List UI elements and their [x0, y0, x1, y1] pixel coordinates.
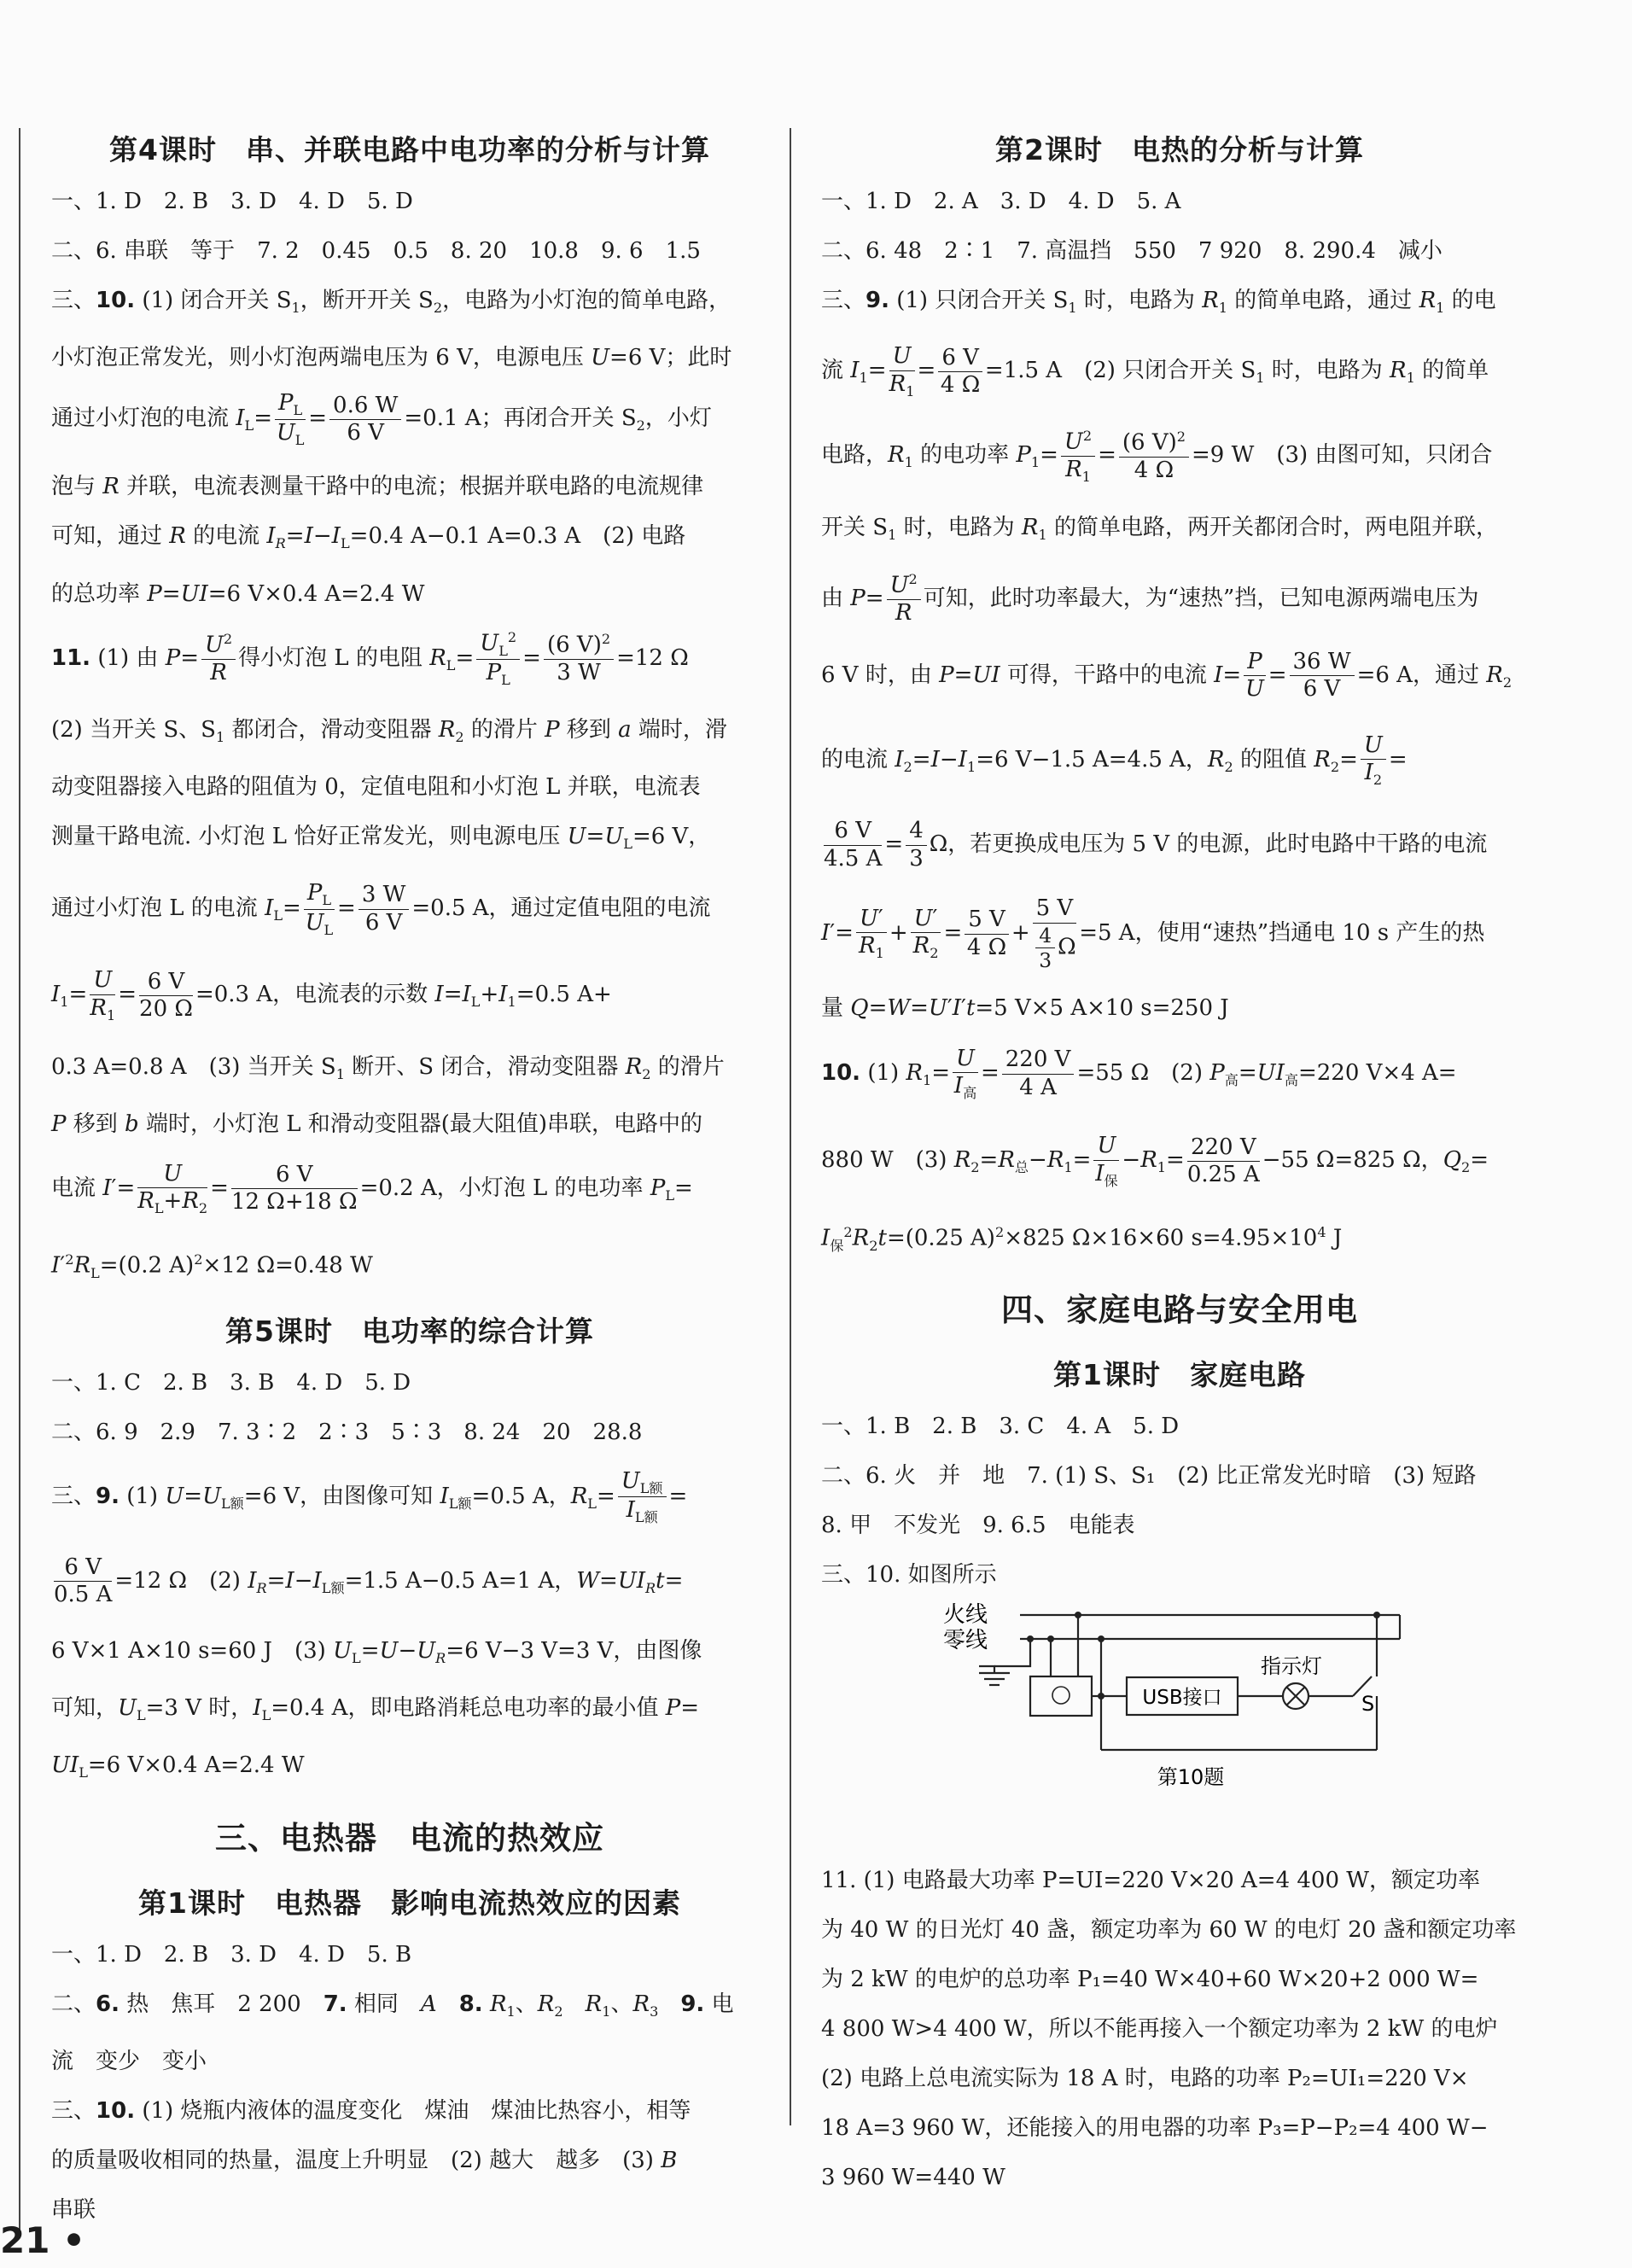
- section-3-lesson-1-answers: [51, 1930, 768, 2235]
- answers-choice: 一、1. B 2. B 3. C 4. A 5. D: [821, 1414, 1180, 1440]
- column-divider: [790, 128, 791, 2125]
- answer-11-line: 11. (1) 电路最大功率 P=UI=220 V×20 A=4 400 W，额定功率: [821, 1868, 1481, 1894]
- answer-9: 流 $I_1=$ $\frac{U}{R_1}$ = $\frac{6 V}{4 \Omega}$ =1.5 A (2) 只闭合开关 $S_1$ 时，电路为 $R_1$ 的简单: [821, 343, 1489, 399]
- answers-choice: 一、1. C 2. B 3. B 4. D 5. D: [51, 1369, 411, 1396]
- answers-fill: 流 变少 变小: [51, 2048, 207, 2074]
- answer-11: 11. (1) 由 P= $\frac{U^2}{R}$ 得小灯泡 L 的电阻 $R_L=$ $\frac{U_L^2}{P_L}$ = $\frac{(6 V)^2}{3 W}$ =12 Ω: [51, 628, 689, 689]
- answers-fill: 二、6. 48 2∶1 7. 高温挡 550 7 920 8. 290.4 减小: [821, 238, 1443, 264]
- answer-9: 6 V 时，由 P=UI 可得，干路中的电流 I= $\frac{P}{U}$ = $\frac{36 W}{6 V}$ =6 A，通过 $R_2$: [821, 649, 1513, 703]
- answer-9: 开关 $S_1$ 时，电路为 $R_1$ 的简单电路，两开关都闭合时，两电阻并联，: [821, 514, 1498, 543]
- answers-fill: 二、6. 9 2.9 7. 3∶2 2∶3 5∶3 8. 24 20 28.8: [51, 1419, 643, 1445]
- answer-9: $\frac{6 V}{4.5 A}$ = $\frac{4}{3}$ Ω，若更换成电压为 5 V 的电源，此时电路中干路的电流: [824, 818, 1488, 872]
- answer-11: 电流 I′= $\frac{U}{R_L+R_2}$ = $\frac{6 V}{12 \Omega+18 \Omega}$ =0.2 A，小灯泡 L 的电功率 $P_L=$: [51, 1160, 693, 1217]
- lesson-5-answers: [51, 1358, 768, 1799]
- answer-9: $\frac{6 V}{0.5 A}$ =12 Ω (2) $I_R=I-I_{L额}=1.5$ A−0.5 A=1 A，$W=UI_Rt=$: [54, 1554, 684, 1608]
- answer-10: 泡与 R 并联，电流表测量干路中的电流；根据并联电路的电流规律: [51, 474, 704, 500]
- answer-11: $I'^2R_L=(0.2$ A)$^2$×12 Ω=0.48 W: [51, 1251, 373, 1281]
- figure-caption: 第10题: [1157, 1765, 1225, 1789]
- answers-fill: 二、6. 热 焦耳 2 200 7. 相同 A 8. $R_1$、$R_2$ $R_1$、$R_3$ 9. 电: [51, 1991, 734, 2020]
- answer-11: [821, 1856, 1538, 2202]
- lesson-5-title: 第5课时 电功率的综合计算: [225, 1314, 594, 1348]
- left-column: [51, 120, 768, 2235]
- answer-11: P 移到 b 端时，小灯泡 L 和滑动变阻器(最大阻值)串联，电路中的: [51, 1111, 703, 1137]
- lamp-label: 指示灯: [1261, 1654, 1322, 1678]
- ground-lead: [979, 1666, 994, 1673]
- answer-9: 电路，$R_1$ 的电功率 $P_1=$ $\frac{U^2}{R_1}$ = $\frac{(6 V)^2}{4 \Omega}$ =9 W (3) 由图可知，只闭合: [821, 427, 1493, 485]
- section-3-lesson-1-title: 第1课时 电热器 影响电流热效应的因素: [138, 1886, 681, 1920]
- answer-11-line: 为 2 kW 的电炉的总功率 P₁=40 W×40+60 W×20+2 000 W=: [821, 1967, 1479, 1993]
- socket-box: [1030, 1676, 1092, 1716]
- switch-label: S: [1361, 1692, 1375, 1716]
- answer-10: 880 W (3) $R_2=R_总-R_1=$ U $I_保$ $-R_1=$ $\frac{220 V}{0.25 A}$ −55 Ω=825 Ω，$Q_2=$: [821, 1133, 1489, 1189]
- answer-9: 6 V×1 A×10 s=60 J (3) $U_L=U-U_R=6$ V−3 V=3 V，由图像: [51, 1638, 702, 1667]
- answer-9: 的电流 $I_2=I-I_1=6$ V−1.5 A=4.5 A，$R_2$ 的阻值 $R_2=$ $\frac{U}{I_2}$ =: [821, 732, 1408, 789]
- answer-11: 测量干路电流. 小灯泡 L 恰好正常发光，则电源电压 $U=U_L=6$ V，: [51, 823, 711, 853]
- answer-11-line: (2) 电路上总电流实际为 18 A 时，电路的功率 P₂=UI₁=220 V×: [821, 2066, 1469, 2092]
- answer-9: $UI_L=6$ V×0.4 A=2.4 W: [51, 1752, 305, 1781]
- answer-11: 通过小灯泡 L 的电流 $I_L=$ $\frac{P_L}{U_L}$ = $\frac{3 W}{6 V}$ =0.5 A，通过定值电阻的电流: [51, 880, 711, 938]
- page-number: 21 •: [0, 2219, 85, 2261]
- answer-10-intro: 三、10. 如图所示: [821, 1562, 997, 1589]
- answers-choice: 一、1. D 2. A 3. D 4. D 5. A: [821, 189, 1181, 214]
- circuit-diagram: [926, 1588, 1455, 1793]
- answer-11: 0.3 A=0.8 A (3) 当开关 $S_1$ 断开、S 闭合，滑动变阻器 $R_2$ 的滑片: [51, 1053, 725, 1082]
- answer-11: (2) 当开关 S、$S_1$ 都闭合，滑动变阻器 $R_2$ 的滑片 P 移到 a 端时，滑: [51, 716, 727, 745]
- answer-10: $I_保^2R_2t=(0.25$ A)$^2$×825 Ω×16×60 $s=4.95\times 10^4$ J: [821, 1223, 1343, 1254]
- answer-9: 三、9. (1) 只闭合开关 $S_1$ 时，电路为 $R_1$ 的简单电路，通过 $R_1$ 的电: [821, 288, 1496, 317]
- answer-11: 动变阻器接入电路的阻值为 0，定值电阻和小灯泡 L 并联，电流表: [51, 773, 701, 800]
- answer-9: I′= $\frac{U'}{R_1}$ + $\frac{U'}{R_2}$ = $\frac{5 V}{4 \Omega}$ + 5 V $\frac{4}{3}$ Ω =5 A，使用“速热”挡通电 10 s 产生的热: [821, 895, 1485, 972]
- lesson-2-answers: [821, 177, 1538, 1270]
- answers-choice: 一、1. D 2. B 3. D 4. D 5. D: [51, 189, 413, 214]
- answer-10: 的质量吸收相同的热量，温度上升明显 (2) 越大 越多 (3) B: [51, 2147, 678, 2173]
- answer-10: 三、10. (1) 闭合开关 $S_1$，断开开关 $S_2$，电路为小灯泡的简单电路，: [51, 288, 731, 317]
- answers-fill: 二、6. 火 并 地 7. (1) S、S₁ (2) 比正常发光时暗 (3) 短路: [821, 1463, 1477, 1490]
- answer-11: $I_1=$ $\frac{U}{R_1}$ = $\frac{6 V}{20 \Omega}$ =0.3 A，电流表的示数 $I=I_L+I_1=0.5$ A+: [51, 967, 612, 1023]
- answer-9: 三、9. (1) $U=U_{L额}=6$ V，由图像可知 $I_{L额}=0.5$ A，$R_L=$ $U_{L额}$ $I_{L额}$ =: [51, 1467, 688, 1526]
- usb-label: USB接口: [1142, 1687, 1222, 1709]
- lesson-4-title: 第4课时 串、并联电路中电功率的分析与计算: [109, 133, 710, 166]
- answer-9: 可知，$U_L=3$ V 时，$I_L=0.4$ A，即电路消耗总电功率的最小值 P=: [51, 1695, 700, 1724]
- section-4-lesson-1-title: 第1课时 家庭电路: [1053, 1358, 1306, 1392]
- answer-10: 通过小灯泡的电流 $I_L=$ $\frac{P_L}{U_L}$ = $\frac{0.6 W}{6 V}$ =0.1 A；再闭合开关 $S_2$，小灯: [51, 390, 712, 448]
- answer-11-line: 3 960 W=440 W: [821, 2165, 1005, 2191]
- answer-10: 小灯泡正常发光，则小灯泡两端电压为 6 V，电源电压 U=6 V；此时: [51, 345, 732, 371]
- neutral-wire-label: 零线: [943, 1628, 988, 1653]
- left-margin-rule: [19, 128, 20, 2236]
- answer-11-line: 18 A=3 960 W，还能接入的用电器的功率 P₃=P−P₂=4 400 W−: [821, 2115, 1489, 2142]
- lesson-4-answers: [51, 177, 768, 1298]
- answers-fill: 8. 甲 不发光 9. 6.5 电能表: [821, 1513, 1135, 1539]
- answer-9: 由 P= $\frac{U^2}{R}$ 可知，此时功率最大，为“速热”挡，已知电源两端电压为: [821, 571, 1479, 627]
- section-4-lesson-1-answers: [821, 1402, 1538, 1600]
- live-wire-label: 火线: [943, 1602, 988, 1628]
- answer-10: 的总功率 P=UI=6 V×0.4 A=2.4 W: [51, 580, 425, 607]
- answer-9: 量 Q=W=U′I′t=5 V×5 A×10 s=250 J: [821, 995, 1229, 1022]
- answer-10: 10. (1) $R_1=$ U $I_高$ = $\frac{220 V}{4 A}$ =55 Ω (2) $P_高=UI_高=220$ V×4 A=: [821, 1046, 1457, 1102]
- answer-10: 可知，通过 R 的电流 $I_R=I-I_L=0.4$ A−0.1 A=0.3 A (2) 电路: [51, 523, 686, 552]
- answer-10: 串联: [51, 2196, 96, 2223]
- answer-11-line: 4 800 W>4 400 W，所以不能再接入一个额定功率为 2 kW 的电炉: [821, 2016, 1498, 2043]
- answer-10: 三、10. (1) 烧瓶内液体的温度变化 煤油 煤油比热容小，相等: [51, 2097, 691, 2124]
- answers-choice: 一、1. D 2. B 3. D 4. D 5. B: [51, 1941, 412, 1968]
- section-3-title: 三、电热器 电流的热效应: [215, 1819, 604, 1857]
- section-4-title: 四、家庭电路与安全用电: [1001, 1291, 1358, 1329]
- answer-11-line: 为 40 W 的日光灯 40 盏，额定功率为 60 W 的电灯 20 盏和额定功率: [821, 1917, 1517, 1944]
- answers-fill: 二、6. 串联 等于 7. 2 0.45 0.5 8. 20 10.8 9. 6 1.5: [51, 238, 701, 264]
- lesson-2-title: 第2课时 电热的分析与计算: [995, 133, 1364, 166]
- right-column: [821, 120, 1538, 2202]
